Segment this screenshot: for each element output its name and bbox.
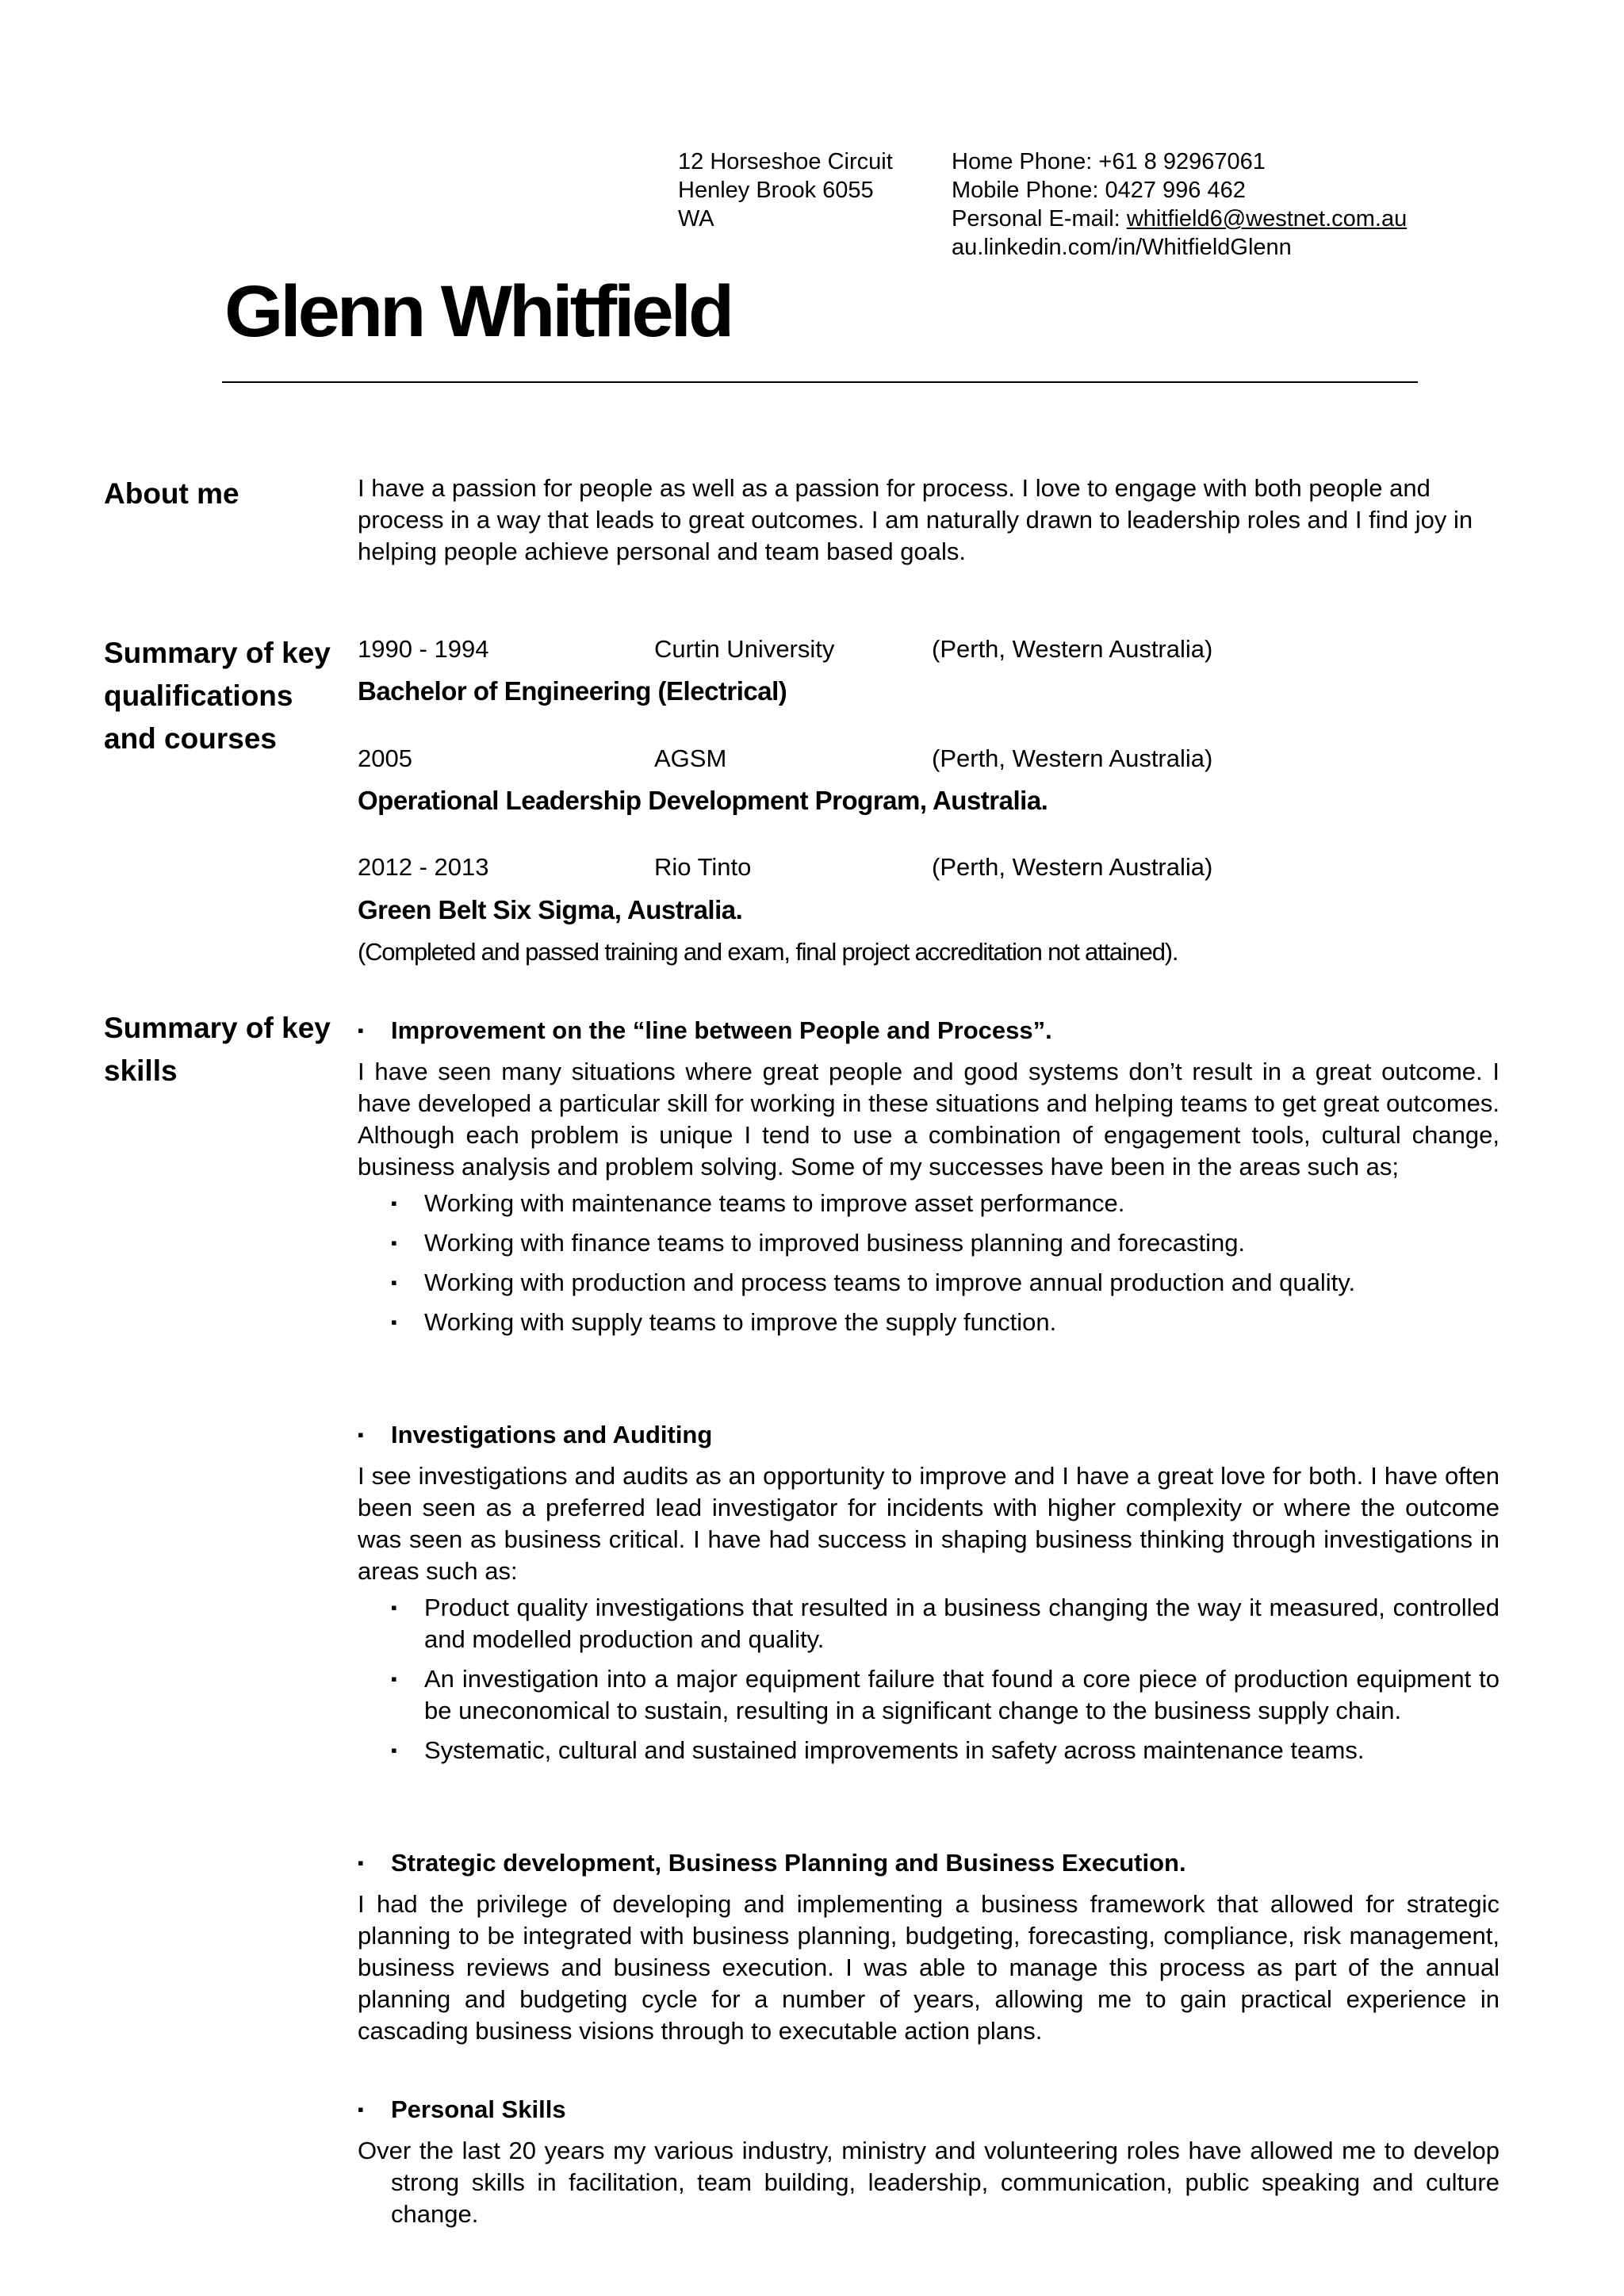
list-item-text: Working with maintenance teams to improve asset performance. <box>424 1189 1125 1217</box>
list-item <box>358 1188 1500 1219</box>
skill-text: Over the last 20 years my various industry, ministry and volunteering roles have allowed me to develop strong skills in facilitation, team building, leadership, communication, public speaking and culture change. <box>358 2137 1500 2228</box>
header-divider <box>222 381 1418 383</box>
bullet-icon: ▪ <box>391 1233 397 1253</box>
skill-text: I see investigations and audits as an opportunity to improve and I have a great love for both. I have often been seen as a preferred lead investigator for incidents with higher complexity or where the outcome was seen as business critical. I have had success in shaping business thinking through investigations in areas such as: <box>358 1462 1500 1585</box>
list-item <box>358 1735 1500 1766</box>
qualification-location: (Perth, Western Australia) <box>932 853 1213 881</box>
linkedin-url: au.linkedin.com/in/WhitfieldGlenn <box>952 235 1292 260</box>
list-item-text: An investigation into a major equipment failure that found a core piece of production equipment to be uneconomical to sustain, resulting in a significant change to the business supply chain. <box>424 1665 1500 1724</box>
about-label: About me <box>104 477 239 510</box>
about-paragraph: I have a passion for people as well as a passion for process. I love to engage with both people and process in a way that leads to great outcomes. I am naturally drawn to leadership roles and I find joy in helping people achieve personal and team based goals. <box>358 474 1473 565</box>
qualification-title: Operational Leadership Development Program, Australia. <box>358 786 1048 815</box>
list-item-text: Systematic, cultural and sustained improvements in safety across maintenance teams. <box>424 1736 1365 1764</box>
bullet-icon: ▪ <box>358 1853 364 1873</box>
qualification-note: (Completed and passed training and exam, final project accreditation not attained). <box>358 938 1178 966</box>
qualifications-label: Summary of key qualifications and courses <box>104 637 331 755</box>
bullet-icon: ▪ <box>358 1425 364 1445</box>
home-phone: Home Phone: +61 8 92967061 <box>952 149 1266 174</box>
qualification-years: 2005 <box>358 744 412 772</box>
qualification-institution: AGSM <box>654 744 727 772</box>
list-item <box>358 1227 1500 1259</box>
bullet-icon: ▪ <box>358 2099 364 2119</box>
candidate-name: Glenn Whitfield <box>224 271 732 352</box>
bullet-icon: ▪ <box>391 1740 397 1760</box>
email-link[interactable]: whitfield6@westnet.com.au <box>1126 206 1408 232</box>
qualification-years: 1990 - 1994 <box>358 635 489 663</box>
skill-heading <box>358 1015 1052 1047</box>
skill-heading <box>358 1419 712 1451</box>
contact-block <box>952 147 1407 262</box>
skill-heading-text: Strategic development, Business Planning and Business Execution. <box>391 1849 1186 1877</box>
address-block <box>678 147 893 233</box>
qualification-location: (Perth, Western Australia) <box>932 635 1213 663</box>
skill-heading-text: Improvement on the “line between People and Process”. <box>391 1016 1052 1044</box>
skill-body <box>358 1056 1500 1346</box>
bullet-icon: ▪ <box>391 1272 397 1292</box>
list-item-text: Working with supply teams to improve the supply function. <box>424 1308 1057 1336</box>
email-line <box>952 205 1407 233</box>
qualification-institution: Rio Tinto <box>654 853 752 881</box>
skill-text: I had the privilege of developing and implementing a business framework that allowed for strategic planning to be integrated with business planning, budgeting, forecasting, compliance, risk management, business reviews and business execution. I was able to manage this process as part of the annual planning and budgeting cycle for a number of years, allowing me to gain practical experience in cascading business visions through to executable action plans. <box>358 1890 1500 2045</box>
list-item <box>358 1307 1500 1338</box>
skill-heading-text: Personal Skills <box>391 2095 566 2123</box>
list-item <box>358 1663 1500 1727</box>
skill-text: I have seen many situations where great people and good systems don’t result in a great outcome. I have developed a particular skill for working in these situations and helping teams to get great outcomes. Although each problem is unique I tend to use a combination of engagement tools, cultural change, business analysis and problem solving. Some of my successes have been in the areas such as; <box>358 1058 1500 1181</box>
qualification-institution: Curtin University <box>654 635 835 663</box>
skill-body <box>358 1888 1500 2047</box>
skill-heading <box>358 1847 1186 1879</box>
bullet-icon: ▪ <box>391 1669 397 1689</box>
list-item-text: Product quality investigations that resulted in a business changing the way it measured, controlled and modelled production and quality. <box>424 1594 1500 1653</box>
skill-body <box>358 2135 1500 2230</box>
skill-heading-text: Investigations and Auditing <box>391 1421 713 1448</box>
mobile-phone: Mobile Phone: 0427 996 462 <box>952 178 1246 203</box>
qualification-years: 2012 - 2013 <box>358 853 489 881</box>
skill-bullet-list <box>358 1188 1500 1338</box>
skill-bullet-list <box>358 1592 1500 1766</box>
email-label: Personal E-mail: <box>952 206 1127 232</box>
skill-heading <box>358 2094 566 2126</box>
list-item <box>358 1267 1500 1299</box>
bullet-icon: ▪ <box>358 1020 364 1040</box>
skills-label: Summary of key skills <box>104 1012 331 1087</box>
about-text <box>358 473 1500 568</box>
address-line-2: Henley Brook 6055 <box>678 178 874 203</box>
bullet-icon: ▪ <box>391 1312 397 1332</box>
address-line-3: WA <box>678 206 714 232</box>
skill-body <box>358 1460 1500 1774</box>
qualification-title: Green Belt Six Sigma, Australia. <box>358 895 743 924</box>
qualification-location: (Perth, Western Australia) <box>932 744 1213 772</box>
qualification-title: Bachelor of Engineering (Electrical) <box>358 676 787 706</box>
bullet-icon: ▪ <box>391 1193 397 1213</box>
list-item-text: Working with production and process teams to improve annual production and quality. <box>424 1269 1356 1296</box>
list-item <box>358 1592 1500 1655</box>
list-item-text: Working with finance teams to improved business planning and forecasting. <box>424 1229 1246 1257</box>
address-line-1: 12 Horseshoe Circuit <box>678 149 893 174</box>
bullet-icon: ▪ <box>391 1598 397 1617</box>
